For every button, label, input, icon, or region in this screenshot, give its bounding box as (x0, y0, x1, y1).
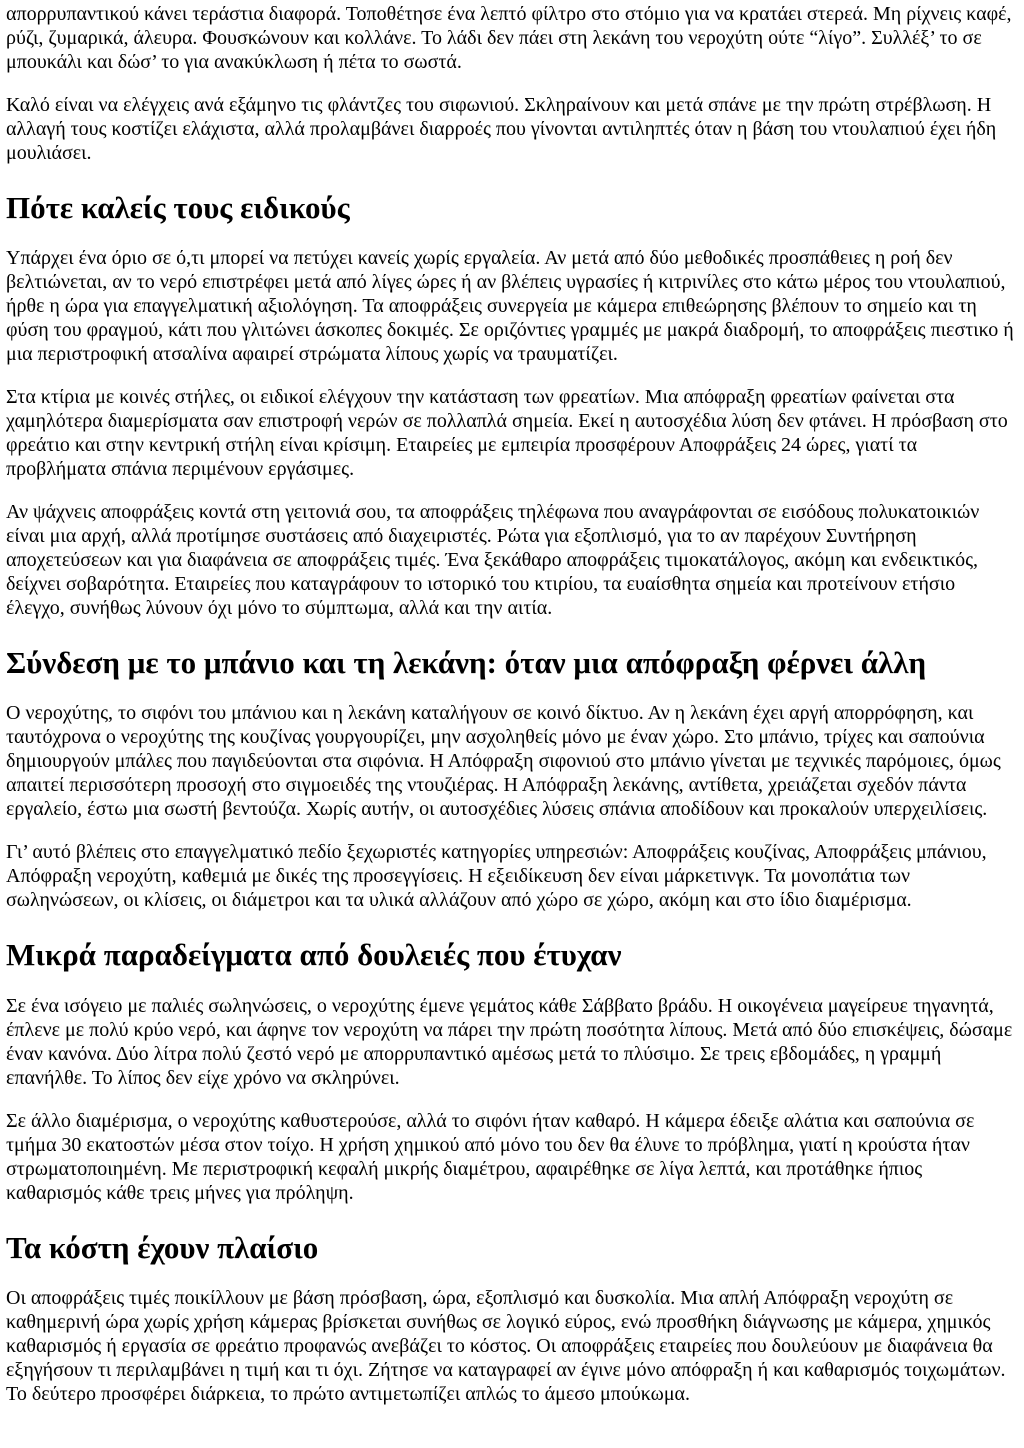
section-paragraph: Στα κτίρια με κοινές στήλες, οι ειδικοί ελέγχουν την κατάσταση των φρεατίων. Μια απόφραξη φρεατίων φαίνεται στα χαμηλότερα διαμερίσματα σαν επιστροφή νερών σε πολλαπλά σημεία. Εκεί η αυτοσχέδια λύση δεν φτάνει. Η πρόσβαση στο φρεάτιο και στην κεντρική στήλη είναι κρίσιμη. Εταιρείες με εμπειρία προσφέρουν Αποφράξεις 24 ώρες, γιατί τα προβλήματα σπάνια περιμένουν εργάσιμες. (6, 386, 1008, 481)
section-heading-bathroom-toilet-connection: Σύνδεση με το μπάνιο και τη λεκάνη: όταν μια απόφραξη φέρνει άλλη (6, 645, 927, 681)
section-paragraph: Υπάρχει ένα όριο σε ό,τι μπορεί να πετύχει κανείς χωρίς εργαλεία. Αν μετά από δύο μεθοδικές προσπάθειες η ροή δεν βελτιώνεται, αν το νερό επιστρέφει μετά από λίγες ώρες ή αν βλέπεις υγρασίες ή κιτρινίλες στο κάτω μέρος του ντουλαπιού, ήρθε η ώρα για επαγγελματική αξιολόγηση. Τα αποφράξεις συνεργεία με κάμερα επιθεώρησης βλέπουν το σημείο και τη φύση του φραγμού, κάτι που γλιτώνει άσκοπες δοκιμές. Σε οριζόντιες γραμμές με μακρά διαδρομή, το αποφράξεις πιεστικο ή μια περιστροφική ατσαλίνα αφαιρεί στρώματα λίπους χωρίς να τραυματίζει. (6, 247, 1014, 366)
section-paragraph: Ο νεροχύτης, το σιφόνι του μπάνιου και η λεκάνη καταλήγουν σε κοινό δίκτυο. Αν η λεκάνη έχει αργή απορρόφηση, και ταυτόχρονα ο νεροχύτης της κουζίνας γουργουρίζει, μην ασχοληθείς μόνο με έναν χώρο. Στο μπάνιο, τρίχες και σαπούνια δημιουργούν μπάλες που παγιδεύονται στα σιφόνια. Η Απόφραξη σιφονιού στο μπάνιο γίνεται με τεχνικές παρόμοιες, όμως απαιτεί περισσότερη προσοχή στο σιγμοειδές της ντουζιέρας. Η Απόφραξη λεκάνης, αντίθετα, χρειάζεται σχεδόν πάντα εργαλείο, έστω μια σωστή βεντούζα. Χωρίς αυτήν, οι αυτοσχέδιες λύσεις σπάνια αποδίδουν και προκαλούν υπερχειλίσεις. (6, 702, 1001, 821)
section-paragraph: Γι’ αυτό βλέπεις στο επαγγελματικό πεδίο ξεχωριστές κατηγορίες υπηρεσιών: Αποφράξεις κουζίνας, Αποφράξεις μπάνιου, Απόφραξη νεροχύτη, καθεμιά με δικές της προσεγγίσεις. Η εξειδίκευση δεν είναι μάρκετινγκ. Τα μονοπάτια των σωληνώσεων, οι κλίσεις, οι διάμετροι και τα υλικά αλλάζουν από χώρο σε χώρο, ακόμη και στο ίδιο διαμέρισμα. (6, 841, 987, 912)
intro-paragraph: Καλό είναι να ελέγχεις ανά εξάμηνο τις φλάντζες του σιφωνιού. Σκληραίνουν και μετά σπάνε με την πρώτη στρέβλωση. Η αλλαγή τους κοστίζει ελάχιστα, αλλά προλαμβάνει διαρροές που γίνονται αντιληπτές όταν η βάση του ντουλαπιού έχει ήδη μουλιάσει. (6, 94, 997, 164)
section-paragraph: Οι αποφράξεις τιμές ποικίλλουν με βάση πρόσβαση, ώρα, εξοπλισμό και δυσκολία. Μια απλή Απόφραξη νεροχύτη σε καθημερινή ώρα χωρίς χρήση κάμερας βρίσκεται συνήθως σε λογικό εύρος, ενώ προσθήκη διάγνωσης με κάμερα, χημικός καθαρισμός ή εργασία σε φρεάτιο προφανώς ανεβάζει το κόστος. Οι αποφράξεις εταιρείες που δουλεύουν με διαφάνεια θα εξηγήσουν τι περιλαμβάνει η τιμή και τι όχι. Ζήτησε να καταγραφεί αν έγινε μόνο απόφραξη ή και καθαρισμός τοιχωμάτων. Το δεύτερο προσφέρει διάρκεια, το πρώτο αντιμετωπίζει απλώς το άμεσο μπούκωμα. (6, 1286, 1006, 1405)
section-paragraph: Σε άλλο διαμέρισμα, ο νεροχύτης καθυστερούσε, αλλά το σιφόνι ήταν καθαρό. Η κάμερα έδειξε αλάτια και σαπούνια σε τμήμα 30 εκατοστών μέσα στον τοίχο. Η χρήση χημικού από μόνο του δεν θα έλυνε το πρόβλημα, γιατί η κρούστα ήταν στρωματοποιημένη. Με περιστροφική κεφαλή μικρής διαμέτρου, αφαιρέθηκε σε λίγα λεπτά, και προτάθηκε ήπιος καθαρισμός κάθε τρεις μήνες για πρόληψη. (6, 1109, 975, 1204)
section-heading-small-job-examples: Μικρά παραδείγματα από δουλειές που έτυχαν (6, 937, 622, 973)
section-heading-when-to-call-specialists: Πότε καλείς τους ειδικούς (6, 190, 350, 225)
section-paragraph: Αν ψάχνεις αποφράξεις κοντά στη γειτονιά σου, τα αποφράξεις τηλέφωνα που αναγράφονται σε εισόδους πολυκατοικιών είναι μια αρχή, αλλά προτίμησε συστάσεις από διαχειριστές. Ρώτα για εξοπλισμό, για το αν παρέχουν Συντήρηση αποχετεύσεων και για διαφάνεια σε αποφράξεις τιμές. Ένα ξεκάθαρο αποφράξεις τιμοκατάλογος, ακόμη και ενδεικτικός, δείχνει σοβαρότητα. Εταιρείες που καταγράφουν το ιστορικό του κτιρίου, τα ευαίσθητα σημεία και προτείνουν ετήσιο έλεγχο, συνήθως λύνουν όχι μόνο το σύμπτωμα, αλλά και την αιτία. (6, 501, 980, 620)
intro-paragraph: απορρυπαντικού κάνει τεράστια διαφορά. Τοποθέτησε ένα λεπτό φίλτρο στο στόμιο για να κρατάει στερεά. Μη ρίχνεις καφέ, ρύζι, ζυμαρικά, άλευρα. Φουσκώνουν και κολλάνε. Το λάδι δεν πάει στη λεκάνη του νεροχύτη ούτε “λίγο”. Συλλέξ’ το σε μπουκάλι και δώσ’ το για ανακύκλωση ή πέτα το σωστά. (6, 3, 1012, 73)
section-heading-costs-have-context: Τα κόστη έχουν πλαίσιο (6, 1229, 319, 1265)
section-paragraph: Σε ένα ισόγειο με παλιές σωληνώσεις, ο νεροχύτης έμενε γεμάτος κάθε Σάββατο βράδυ. Η οικογένεια μαγείρευε τηγανητά, έπλενε με πολύ κρύο νερό, και άφηνε τον νεροχύτη να πάρει την πρώτη ποσότητα λίπους. Μετά από δύο επισκέψεις, δώσαμε έναν κανόνα. Δύο λίτρα πολύ ζεστό νερό με απορρυπαντικό αμέσως μετά το πλύσιμο. Σε τρεις εβδομάδες, η γραμμή επανήλθε. Το λίπος δεν είχε χρόνο να σκληρύνει. (6, 994, 1013, 1089)
